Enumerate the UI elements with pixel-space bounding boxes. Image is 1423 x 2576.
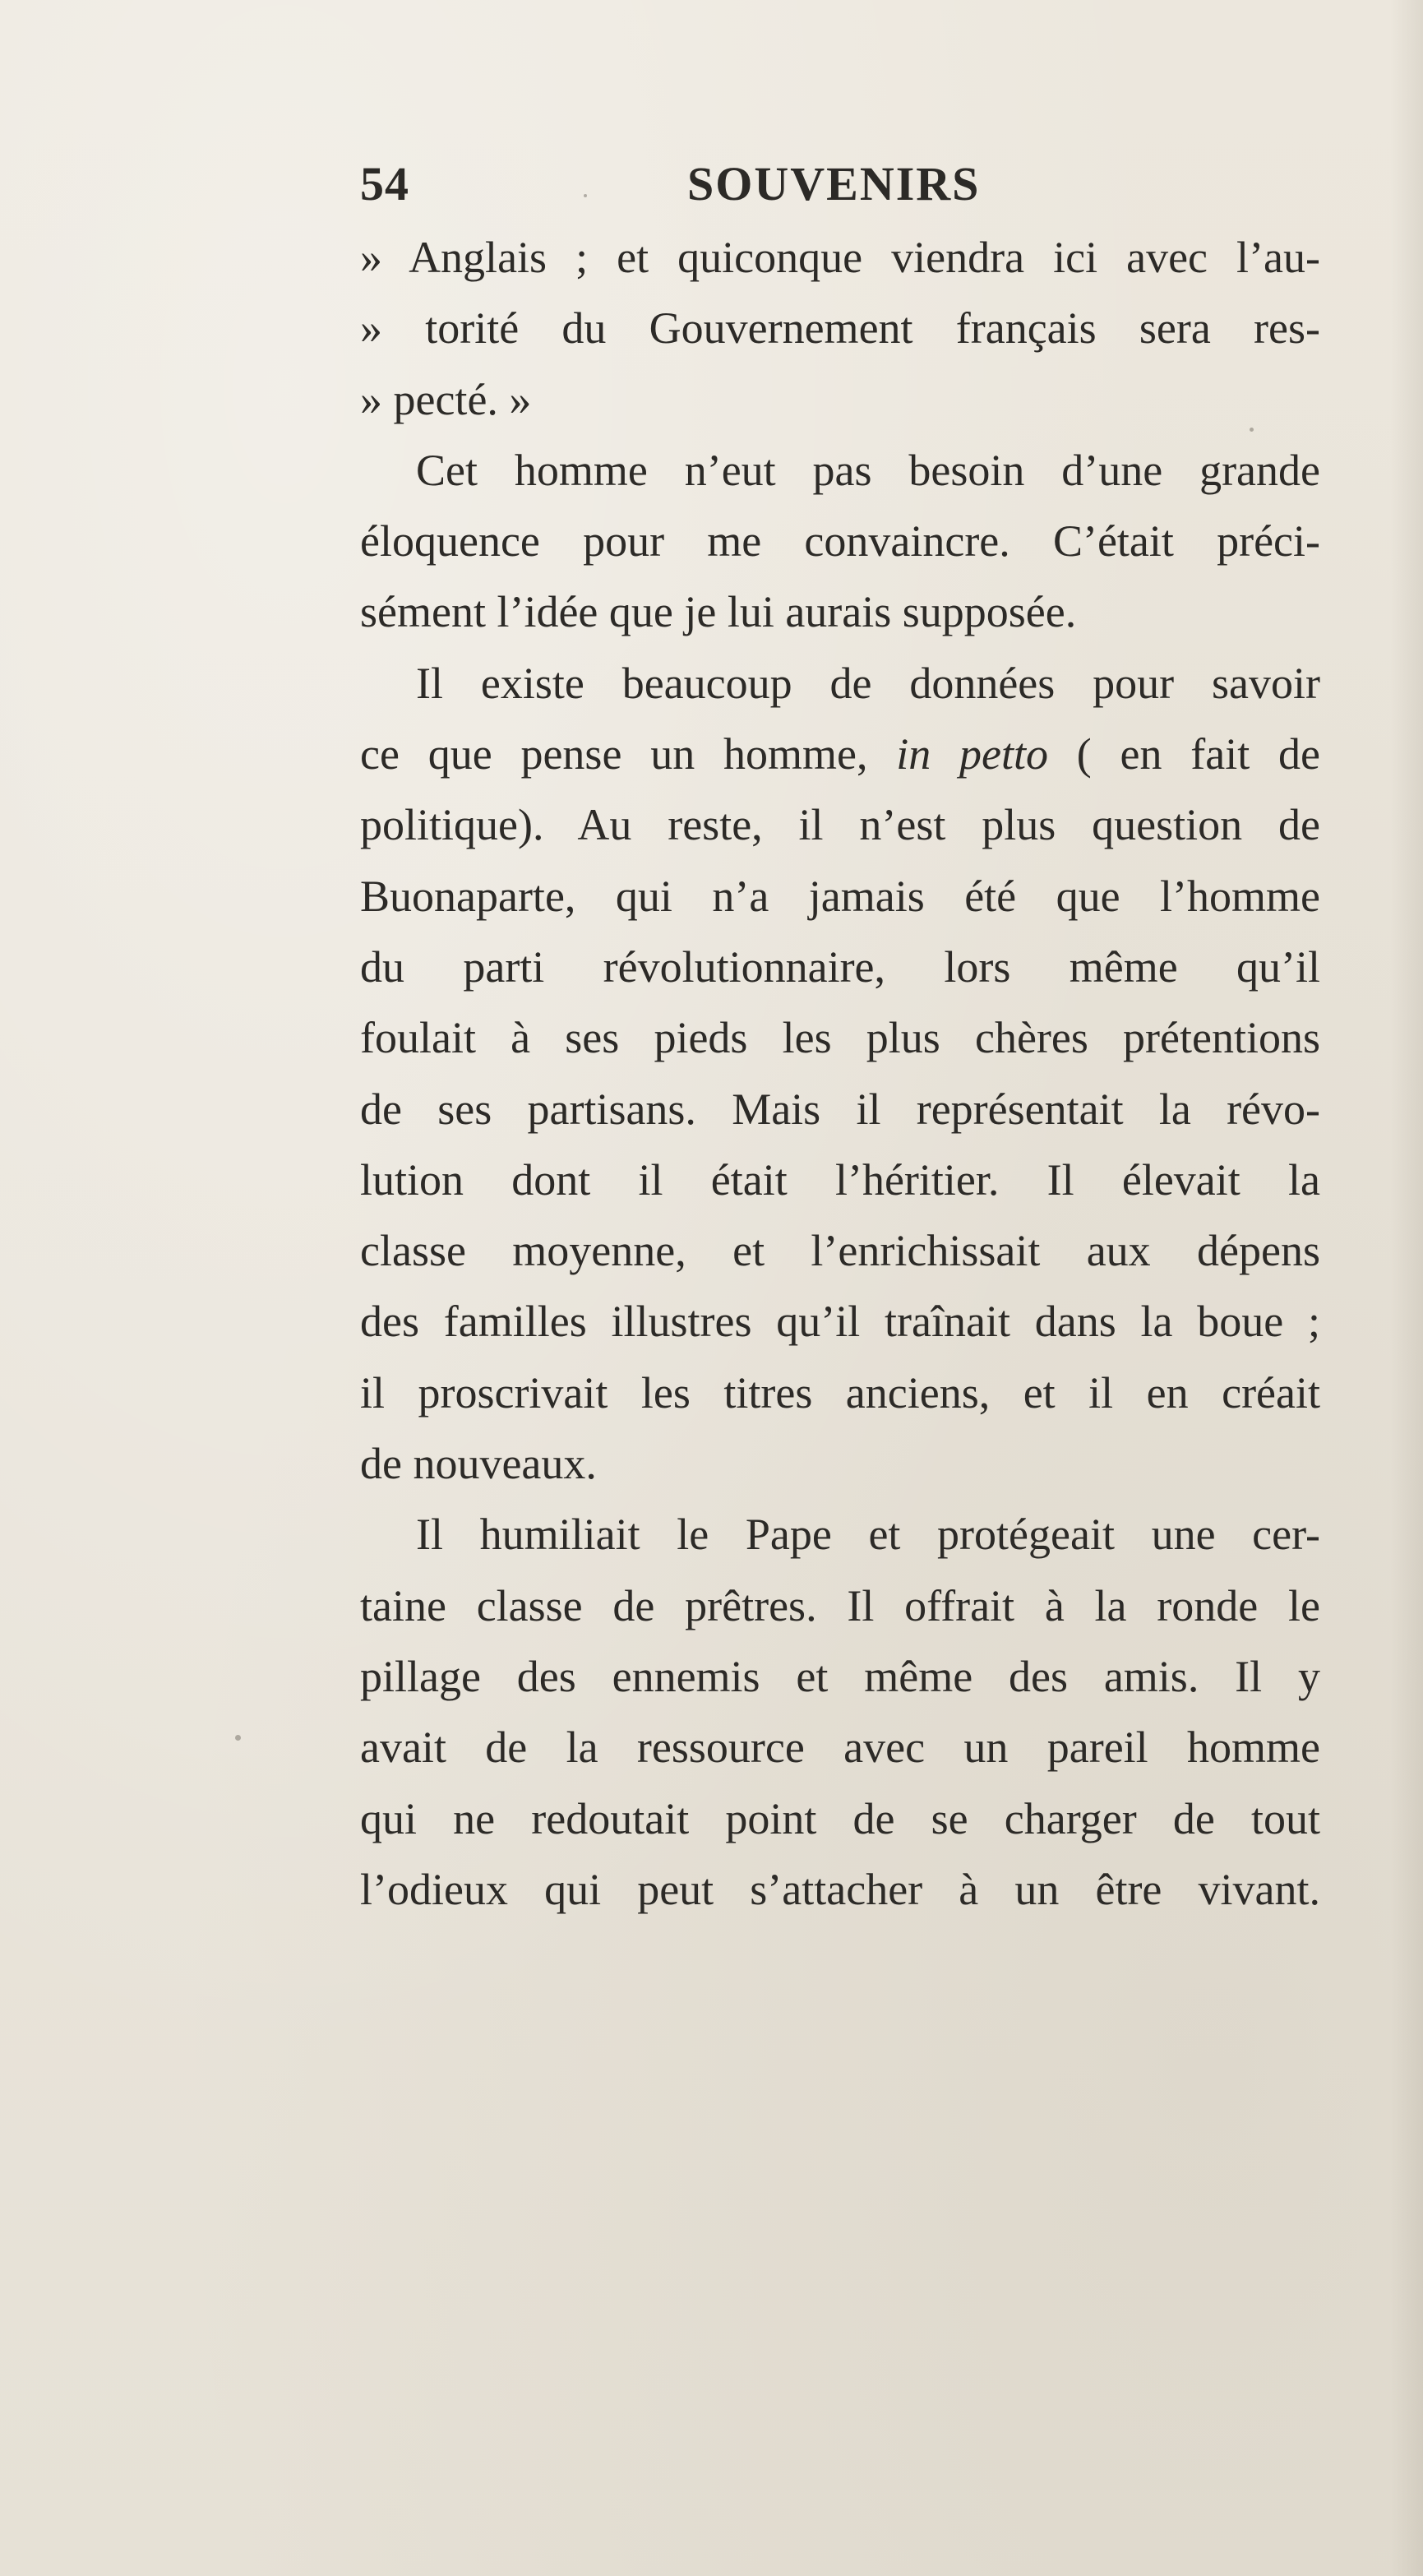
text-line: éloquence pour me convaincre. C’était préci- (360, 516, 1320, 567)
text-line: » torité du Gouvernement français sera res- (360, 303, 1320, 354)
text-line: avait de la ressource avec un pareil homme (360, 1723, 1320, 1773)
page-edge-shadow (1390, 0, 1423, 2576)
paragraph-first-line: Cet homme n’eut pas besoin d’une grande (416, 445, 1320, 495)
page-header (360, 146, 1001, 220)
paragraph-first-line: Il humiliait le Pape et protégeait une cer- (416, 1510, 1320, 1560)
text-line: l’odieux qui peut s’attacher à un être vivant. (360, 1864, 1320, 1914)
text-line: sément l’idée que je lui aurais supposée. (360, 587, 1077, 637)
paper-speck (584, 194, 587, 197)
text-line-with-italic (360, 719, 1320, 789)
text-line: qui ne redoutait point de se charger de tout (360, 1793, 1320, 1843)
paper-speck (235, 1735, 241, 1741)
text-line: » Anglais ; et quiconque viendra ici avec l’au- (360, 233, 1320, 282)
text-line: de nouveaux. (360, 1439, 597, 1489)
page-number: 54 (360, 157, 409, 210)
text-line: foulait à ses pieds les plus chères prétentions (360, 1013, 1320, 1063)
text-segment: ce que pense un homme, (360, 729, 897, 779)
text-line: Buonaparte, qui n’a jamais été que l’homme (360, 871, 1320, 921)
text-line: taine classe de prêtres. Il offrait à la ronde le (360, 1580, 1320, 1630)
text-line: lution dont il était l’héritier. Il élevait la (360, 1154, 1320, 1205)
paragraph-first-line: Il existe beaucoup de données pour savoir (416, 658, 1320, 708)
text-line: » pecté. » (360, 374, 532, 424)
text-line: classe moyenne, et l’enrichissait aux dépens (360, 1226, 1320, 1276)
text-line: des familles illustres qu’il traînait dans la boue ; (360, 1297, 1320, 1347)
text-line: du parti révolutionnaire, lors même qu’il (360, 941, 1320, 992)
running-title: SOUVENIRS (687, 157, 981, 210)
text-line: pillage des ennemis et même des amis. Il y (360, 1651, 1320, 1701)
paper-speck (1250, 428, 1254, 432)
text-line: de ses partisans. Mais il représentait la révo- (360, 1084, 1320, 1134)
italic-phrase: in petto (896, 729, 1048, 779)
text-line: politique). Au reste, il n’est plus question de (360, 800, 1320, 850)
text-line: il proscrivait les titres anciens, et il en créait (360, 1367, 1320, 1417)
body-text (360, 222, 1320, 1925)
text-segment: ( en fait de (1048, 729, 1320, 779)
